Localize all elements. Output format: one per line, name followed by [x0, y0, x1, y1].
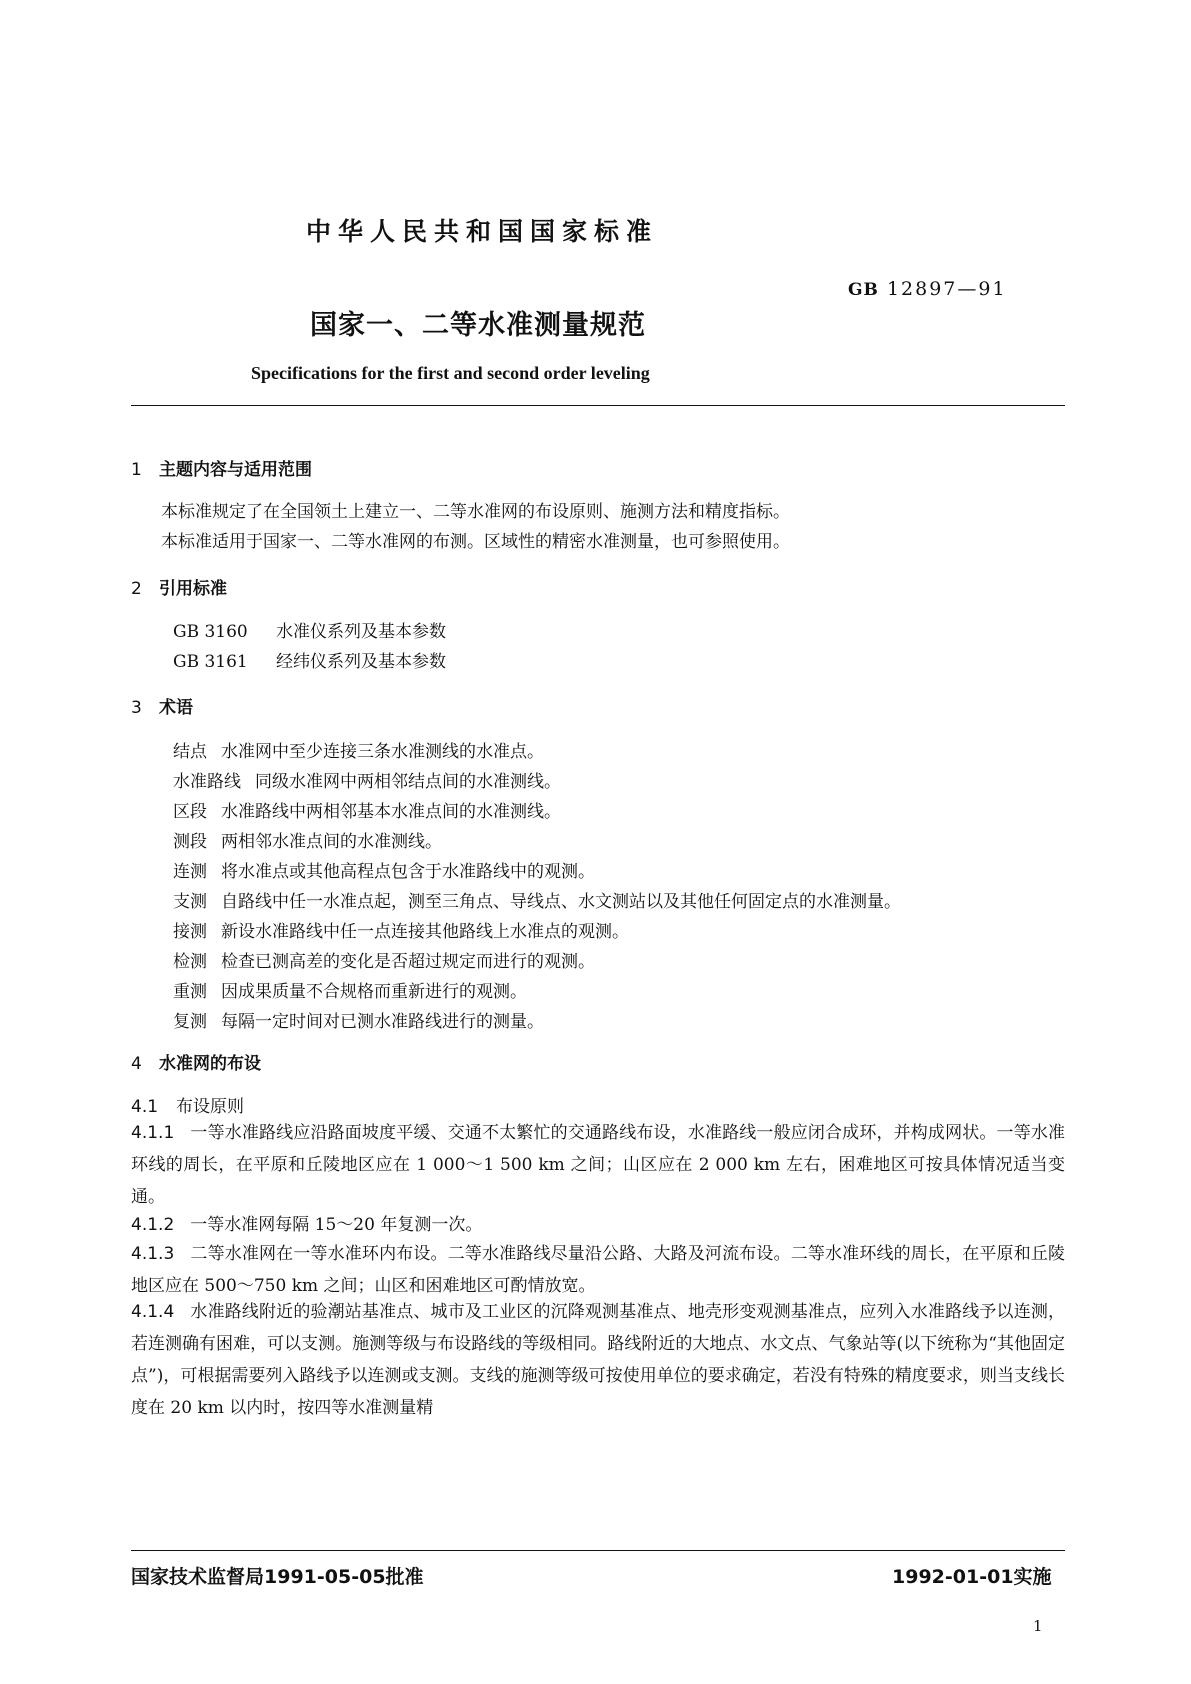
term-item [173, 1007, 544, 1032]
term-definition: 将水准点或其他高程点包含于水准路线中的观测。 [221, 862, 595, 882]
section-title: 术语 [159, 698, 193, 718]
subsection-number: 4.1 [131, 1097, 159, 1117]
subsection-title: 布设原则 [176, 1097, 245, 1117]
term-name: 区段 [173, 802, 207, 822]
term-definition: 自路线中任一水准点起，测至三角点、导线点、水文测站以及其他任何固定点的水准测量。 [221, 892, 901, 912]
term-definition: 每隔一定时间对已测水准路线进行的测量。 [221, 1012, 544, 1032]
section-title: 主题内容与适用范围 [159, 460, 312, 480]
reference-name: 经纬仪系列及基本参数 [276, 652, 446, 672]
effective-date: 1992-01-01实施 [892, 1566, 1052, 1588]
clause-text: 二等水准网在一等水准环内布设。二等水准路线尽量沿公路、大路及河流布设。二等水准环线的周长，在平原和丘陵地区应在 500～750 km 之间；山区和困难地区可酌情放宽。 [131, 1244, 1065, 1296]
term-name: 连测 [173, 862, 207, 882]
clause-text: 一等水准网每隔 15～20 年复测一次。 [190, 1215, 483, 1235]
paragraph: 本标准规定了在全国领土上建立一、二等水准网的布设原则、施测方法和精度指标。 [161, 502, 790, 522]
paragraph: 本标准适用于国家一、二等水准网的布测。区域性的精密水准测量，也可参照使用。 [161, 532, 790, 552]
section-heading-3 [131, 693, 193, 718]
clause-number: 4.1.4 [131, 1302, 175, 1322]
clause-text: 水准路线附近的验潮站基准点、城市及工业区的沉降观测基准点、地壳形变观测基准点，应列入水准路线予以连测，若连测确有困难，可以支测。施测等级与布设路线的等级相同。路线附近的大地点、水文点、气象站等(以下统称为“其他固定点”)，可根据需要列入路线予以连测或支测。支线的施测等级可按使用单位的要求确定，若没有特殊的精度要求，则当支线长度在 20 km 以内时，按四等水准测量精 [131, 1302, 1065, 1418]
term-item [173, 947, 595, 972]
term-item [173, 977, 527, 1002]
term-definition: 因成果质量不合规格而重新进行的观测。 [221, 982, 527, 1002]
term-name: 水准路线 [173, 772, 241, 792]
term-item [173, 857, 595, 882]
approval-info: 国家技术监督局1991-05-05批准 [131, 1566, 424, 1588]
term-item [173, 827, 442, 852]
term-item [173, 887, 901, 912]
term-item [173, 737, 544, 762]
clause-4-1-3 [131, 1238, 1065, 1302]
reference-code: GB 3161 [173, 652, 248, 672]
term-definition: 同级水准网中两相邻结点间的水准测线。 [255, 772, 561, 792]
document-title-en: Specifications for the first and second order leveling [251, 363, 650, 383]
section-heading-2 [131, 574, 227, 599]
term-definition: 新设水准路线中任一点连接其他路线上水准点的观测。 [221, 922, 629, 942]
term-name: 支测 [173, 892, 207, 912]
clause-number: 4.1.2 [131, 1215, 175, 1235]
national-standard-label: 中华人民共和国国家标准 [306, 217, 659, 246]
section-number: 3 [131, 698, 142, 718]
section-title: 水准网的布设 [159, 1054, 261, 1074]
clause-4-1-4 [131, 1296, 1065, 1424]
term-name: 结点 [173, 742, 207, 762]
clause-number: 4.1.3 [131, 1244, 175, 1264]
document-title-cn: 国家一、二等水准测量规范 [310, 310, 646, 341]
page-number: 1 [1033, 1617, 1043, 1635]
clause-number: 4.1.1 [131, 1123, 175, 1143]
section-title: 引用标准 [159, 579, 227, 599]
term-definition: 两相邻水准点间的水准测线。 [221, 832, 442, 852]
reference-name: 水准仪系列及基本参数 [276, 622, 446, 642]
clause-4-1-1 [131, 1117, 1065, 1213]
term-item [173, 797, 561, 822]
term-definition: 水准网中至少连接三条水准测线的水准点。 [221, 742, 544, 762]
term-definition: 水准路线中两相邻基本水准点间的水准测线。 [221, 802, 561, 822]
term-name: 复测 [173, 1012, 207, 1032]
reference-code: GB 3160 [173, 622, 248, 642]
reference-item [173, 647, 446, 672]
term-name: 检测 [173, 952, 207, 972]
term-item [173, 917, 629, 942]
clause-4-1-2 [131, 1209, 1065, 1241]
section-heading-1 [131, 455, 312, 480]
term-name: 测段 [173, 832, 207, 852]
standard-number-prefix: GB [848, 280, 879, 300]
section-number: 1 [131, 460, 142, 480]
reference-item [173, 617, 446, 642]
document-body [131, 0, 1065, 1684]
standard-number-value: 12897—91 [886, 278, 1007, 300]
footer-divider [131, 1550, 1065, 1551]
term-definition: 检查已测高差的变化是否超过规定而进行的观测。 [221, 952, 595, 972]
section-number: 2 [131, 579, 142, 599]
term-item [173, 767, 561, 792]
clause-text: 一等水准路线应沿路面坡度平缓、交通不太繁忙的交通路线布设，水准路线一般应闭合成环，并构成网状。一等水准环线的周长，在平原和丘陵地区应在 1 000～1 500 km 之间；山区应在 2 000 km 左右，困难地区可按具体情况适当变通。 [131, 1123, 1065, 1207]
term-name: 重测 [173, 982, 207, 1002]
subsection-heading-4-1 [131, 1092, 244, 1117]
section-number: 4 [131, 1054, 142, 1074]
term-name: 接测 [173, 922, 207, 942]
section-heading-4 [131, 1049, 261, 1074]
